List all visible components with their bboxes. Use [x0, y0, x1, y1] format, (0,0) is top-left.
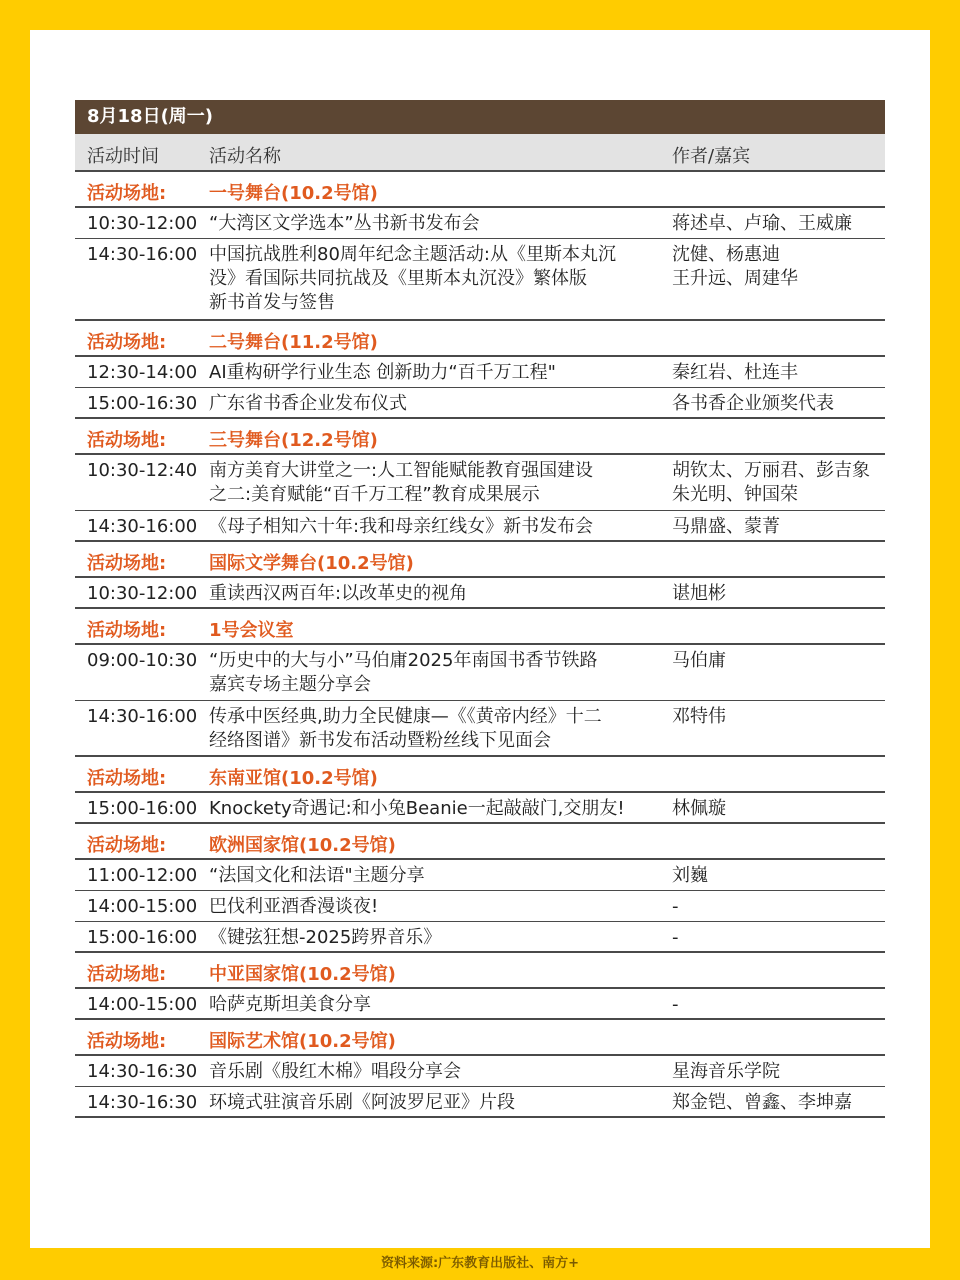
table-row [75, 793, 885, 824]
event-name: 南方美育大讲堂之一:人工智能赋能教育强国建设 之二:美育赋能“百千万工程”教育成果展示 [209, 460, 594, 505]
event-time: 10:30-12:40 [87, 460, 198, 481]
table-row [75, 455, 885, 511]
venue-row [75, 609, 885, 645]
venue-name: 国际艺术馆(10.2号馆) [209, 1031, 396, 1052]
venue-name: 三号舞台(12.2号馆) [209, 430, 378, 451]
venue-name: 中亚国家馆(10.2号馆) [209, 964, 396, 985]
table-row [75, 645, 885, 701]
event-name: 《键弦狂想-2025跨界音乐》 [209, 927, 442, 948]
event-time: 10:30-12:00 [87, 213, 198, 234]
event-time: 10:30-12:00 [87, 583, 198, 604]
header-guest: 作者/嘉宾 [672, 146, 751, 167]
event-name: “法国文化和法语"主题分享 [209, 865, 425, 886]
event-name: 巴伐利亚酒香漫谈夜! [209, 896, 379, 917]
event-name: Knockety奇遇记:和小兔Beanie一起敲敲门,交朋友! [209, 798, 625, 819]
venue-label: 活动场地: [87, 835, 167, 856]
event-name: 《母子相知六十年:我和母亲红线女》新书发布会 [209, 516, 594, 537]
venue-row [75, 419, 885, 455]
event-guest: - [672, 927, 679, 948]
venue-row [75, 1020, 885, 1056]
event-time: 15:00-16:30 [87, 393, 198, 414]
table-row [75, 701, 885, 757]
event-guest: 各书香企业颁奖代表 [672, 393, 834, 414]
event-name: “大湾区文学选本”丛书新书发布会 [209, 213, 480, 234]
table-row [75, 357, 885, 388]
event-guest: 邓特伟 [672, 706, 726, 727]
table-row [75, 891, 885, 922]
table-row [75, 208, 885, 239]
event-guest: 刘巍 [672, 865, 708, 886]
venue-name: 1号会议室 [209, 620, 294, 641]
event-time: 11:00-12:00 [87, 865, 198, 886]
table-row [75, 1056, 885, 1087]
event-name: 重读西汉两百年:以改革史的视角 [209, 583, 468, 604]
event-guest: 星海音乐学院 [672, 1061, 780, 1082]
venue-name: 国际文学舞台(10.2号馆) [209, 553, 414, 574]
header-name: 活动名称 [209, 146, 281, 167]
schedule-table [75, 100, 885, 1118]
schedule-sheet [30, 30, 930, 1248]
venue-name: 一号舞台(10.2号馆) [209, 183, 378, 204]
source-footer: 资料来源:广东教育出版社、南方+ [380, 1256, 580, 1271]
table-row [75, 511, 885, 542]
table-row [75, 388, 885, 419]
day-header: 8月18日(周一) [75, 100, 885, 134]
venue-label: 活动场地: [87, 553, 167, 574]
event-guest: 马伯庸 [672, 650, 726, 671]
event-name: AI重构研学行业生态 创新助力“百千万工程" [209, 362, 556, 383]
venue-row [75, 321, 885, 357]
table-row [75, 239, 885, 321]
event-guest: 林佩璇 [672, 798, 726, 819]
event-time: 14:00-15:00 [87, 896, 198, 917]
event-time: 14:00-15:00 [87, 994, 198, 1015]
venue-row [75, 953, 885, 989]
event-name: 广东省书香企业发布仪式 [209, 393, 407, 414]
event-time: 15:00-16:00 [87, 798, 198, 819]
event-guest: 谌旭彬 [672, 583, 726, 604]
event-guest: 郑金铠、曾鑫、李坤嘉 [672, 1092, 852, 1113]
event-name: 中国抗战胜利80周年纪念主题活动:从《里斯本丸沉 没》看国际共同抗战及《里斯本丸沉没》繁体版 新书首发与签售 [209, 244, 616, 313]
venue-name: 欧洲国家馆(10.2号馆) [209, 835, 396, 856]
venue-row [75, 824, 885, 860]
column-header-row [75, 134, 885, 172]
event-guest: - [672, 994, 679, 1015]
venue-row [75, 172, 885, 208]
event-guest: 秦红岩、杜连丰 [672, 362, 798, 383]
table-row [75, 1087, 885, 1118]
venue-name: 二号舞台(11.2号馆) [209, 332, 378, 353]
event-guest: 胡钦太、万丽君、彭吉象 朱光明、钟国荣 [672, 460, 870, 505]
event-name: 音乐剧《殷红木棉》唱段分享会 [209, 1061, 461, 1082]
venue-label: 活动场地: [87, 332, 167, 353]
event-name: 哈萨克斯坦美食分享 [209, 994, 371, 1015]
header-time: 活动时间 [87, 146, 159, 167]
event-time: 09:00-10:30 [87, 650, 198, 671]
table-row [75, 989, 885, 1020]
event-name: “历史中的大与小”马伯庸2025年南国书香节铁路 嘉宾专场主题分享会 [209, 650, 598, 695]
event-name: 传承中医经典,助力全民健康—《《黄帝内经》十二 经络图谱》新书发布活动暨粉丝线下见面会 [209, 706, 602, 751]
event-time: 12:30-14:00 [87, 362, 198, 383]
event-time: 15:00-16:00 [87, 927, 198, 948]
event-guest: 马鼎盛、蒙菁 [672, 516, 780, 537]
table-row [75, 860, 885, 891]
venue-row [75, 542, 885, 578]
schedule-body [75, 172, 885, 1118]
table-row [75, 922, 885, 953]
event-guest: 蒋述卓、卢瑜、王威廉 [672, 213, 852, 234]
event-guest: 沈健、杨惠迪 王升远、周建华 [672, 244, 798, 289]
event-time: 14:30-16:30 [87, 1092, 198, 1113]
venue-row [75, 757, 885, 793]
event-time: 14:30-16:00 [87, 706, 198, 727]
event-guest: - [672, 896, 679, 917]
venue-label: 活动场地: [87, 620, 167, 641]
venue-name: 东南亚馆(10.2号馆) [209, 768, 378, 789]
venue-label: 活动场地: [87, 183, 167, 204]
venue-label: 活动场地: [87, 1031, 167, 1052]
table-row [75, 578, 885, 609]
venue-label: 活动场地: [87, 430, 167, 451]
event-time: 14:30-16:30 [87, 1061, 198, 1082]
venue-label: 活动场地: [87, 964, 167, 985]
event-time: 14:30-16:00 [87, 516, 198, 537]
event-name: 环境式驻演音乐剧《阿波罗尼亚》片段 [209, 1092, 515, 1113]
venue-label: 活动场地: [87, 768, 167, 789]
event-time: 14:30-16:00 [87, 244, 198, 265]
